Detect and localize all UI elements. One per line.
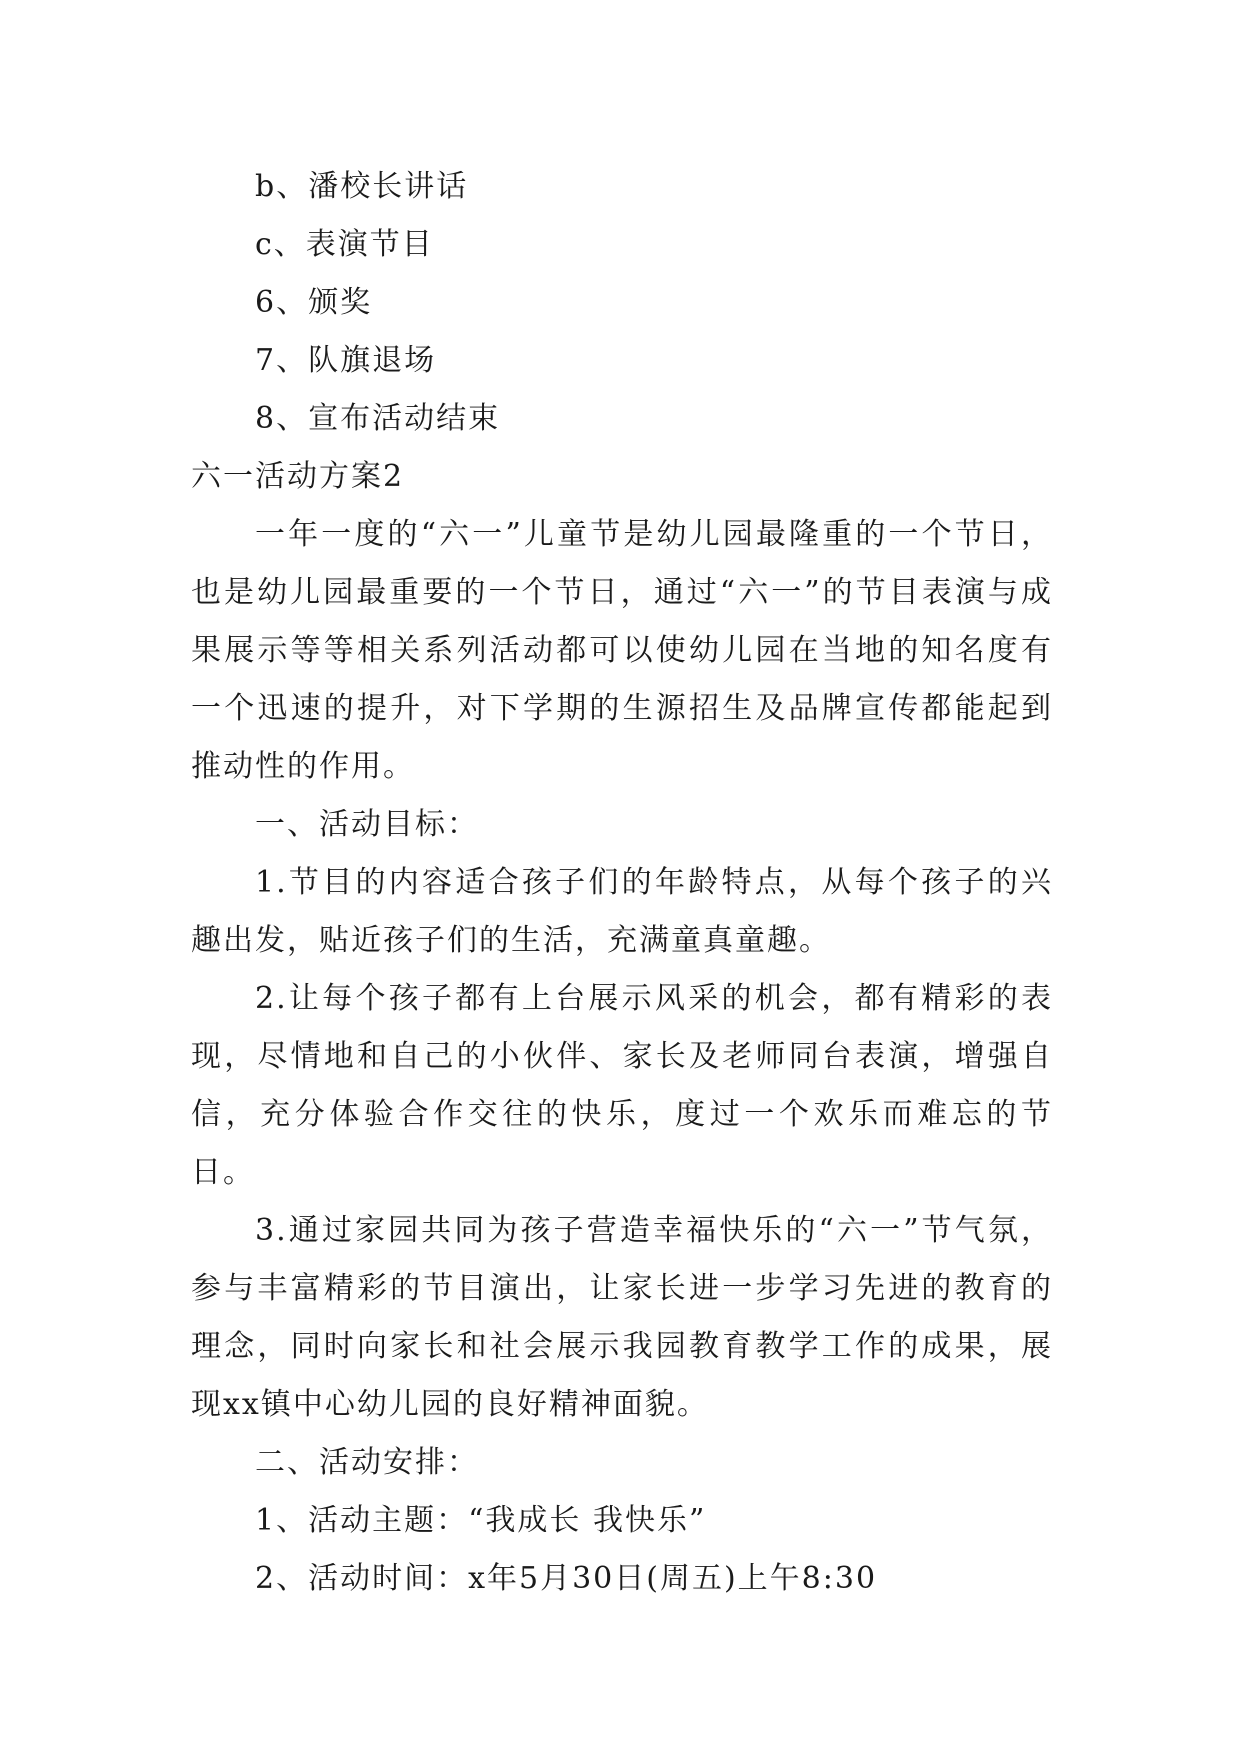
goal-paragraph: 3.通过家园共同为孩子营造幸福快乐的“六一”节气氛，参与丰富精彩的节目演出，让家长进一步学习先进的教育的理念，同时向家长和社会展示我园教育教学工作的成果，展现xx镇中心幼儿园的良好精神面貌。 (191, 1213, 1053, 1422)
goal-paragraph: 1.节目的内容适合孩子们的年龄特点，从每个孩子的兴趣出发，贴近孩子们的生活，充满童真童趣。 (191, 865, 1053, 958)
goal-paragraph: 2.让每个孩子都有上台展示风采的机会，都有精彩的表现，尽情地和自己的小伙伴、家长及老师同台表演，增强自信，充分体验合作交往的快乐，度过一个欢乐而难忘的节日。 (191, 981, 1053, 1190)
goals-heading: 一、活动目标： (255, 807, 479, 842)
list-item: 7、队旗退场 (255, 343, 437, 378)
section-title: 六一活动方案2 (191, 459, 405, 494)
arrangement-item: 2、活动时间：x年5月30日(周五)上午8:30 (255, 1561, 878, 1596)
intro-paragraph: 一年一度的“六一”儿童节是幼儿园最隆重的一个节日，也是幼儿园最重要的一个节日，通过“六一”的节目表演与成果展示等等相关系列活动都可以使幼儿园在当地的知名度有一个迅速的提升，对下学期的生源招生及品牌宣传都能起到推动性的作用。 (191, 517, 1053, 784)
list-item: b、潘校长讲话 (255, 169, 469, 204)
document-body (191, 158, 1053, 1608)
arrangement-item: 1、活动主题：“我成长 我快乐” (255, 1503, 707, 1538)
list-item: 8、宣布活动结束 (255, 401, 501, 436)
list-item: 6、颁奖 (255, 285, 373, 320)
list-item: c、表演节目 (255, 227, 434, 262)
arrangement-heading: 二、活动安排： (255, 1445, 479, 1480)
